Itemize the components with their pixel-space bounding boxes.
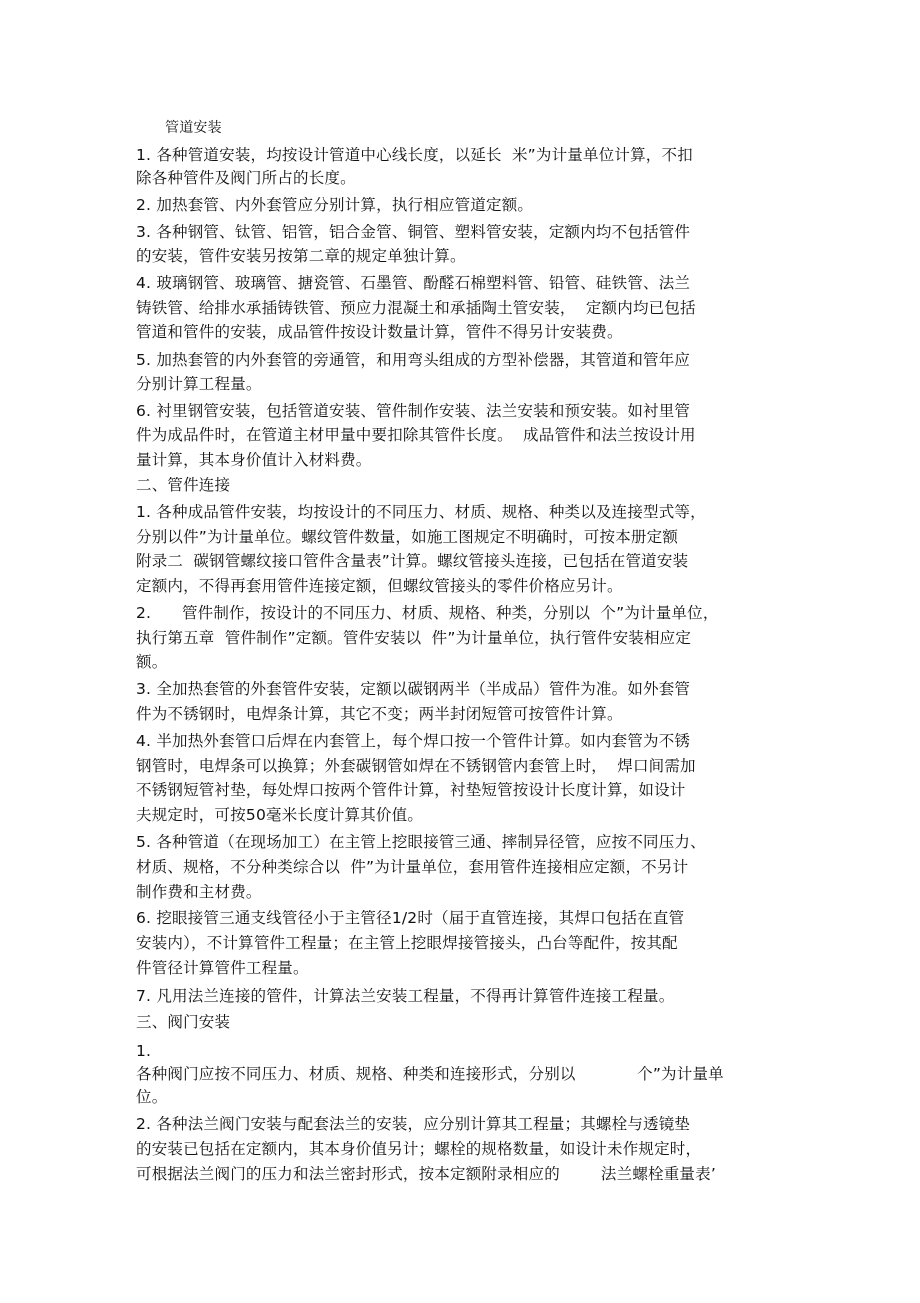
text-line: 5. 各种管道（在现场加工）在主管上挖眼接管三通、摔制异径管，应按不同压力、 (136, 833, 706, 851)
text-line: 3. 各种钢管、钛管、铝管，铝合金管、铜管、塑料管安装，定额内均不包括管件 (136, 223, 691, 241)
text-line: 管道和管件的安装，成品管件按设计数量计算，管件不得另计安装费。 (136, 323, 623, 341)
text-line: 附录二 碳钢管螺纹接口管件含量表”计算。螺纹管接头连接，已包括在管道安装 (136, 552, 689, 570)
text-line: 5. 加热套管的内外套管的旁通管，和用弯头组成的方型补偿器，其管道和管年应 (136, 351, 691, 369)
text-line: 安装内），不计算管件工程量；在主管上挖眼焊接管接头，凸台等配件，按其配 (136, 934, 678, 952)
text-line: 不锈钢短管衬垫，每处焊口按两个管件计算，衬垫短管按设计长度计算，如设计 (136, 781, 686, 799)
text-line: 2. 加热套管、内外套管应分别计算，执行相应管道定额。 (136, 196, 534, 214)
text-line: 分别以件”为计量单位。螺纹管件数量，如施工图规定不明确时，可按本册定额 (136, 528, 679, 546)
section-heading: 管道安装 (165, 120, 222, 136)
text-line: 可根据法兰阀门的压力和法兰密封形式，按本定额附录相应的 法兰螺栓重量表’ (136, 1165, 716, 1183)
text-line: 各种阀门应按不同压力、材质、规格、种类和连接形式，分别以 个”为计量单 (136, 1065, 724, 1083)
text-line: 定额内，不得再套用管件连接定额，但螺纹管接头的零件价格应另计。 (136, 577, 623, 595)
text-line: 夫规定时，可按50毫米长度计算其价值。 (136, 806, 424, 824)
text-line: 钢管时，电焊条可以换算；外套碳钢管如焊在不锈钢管内套管上时， 焊口间需加 (136, 757, 696, 775)
text-line: 件管径计算管件工程量。 (136, 959, 309, 977)
text-line: 件为不锈钢时，电焊条计算，其它不变；两半封闭短管可按管件计算。 (136, 705, 623, 723)
text-line: 6. 挖眼接管三通支线管径小于主管径1/2时（届于直管连接，其焊口包括在直管 (136, 909, 685, 927)
section-title: 二、管件连接 (136, 476, 231, 494)
text-line: 位。 (136, 1088, 168, 1106)
text-line: 1. (136, 1042, 152, 1060)
text-line: 额。 (136, 653, 168, 671)
text-line: 2. 各种法兰阀门安装与配套法兰的安装，应分别计算其工程量；其螺栓与透镜垫 (136, 1115, 691, 1133)
text-line: 除各种管件及阀门所占的长度。 (136, 169, 356, 187)
text-line: 的安装，管件安装另按第二章的规定单独计算。 (136, 247, 466, 265)
text-line: 材质、规格，不分种类综合以 件”为计量单位，套用管件连接相应定额，不另计 (136, 858, 689, 876)
text-line: 铸铁管、给排水承插铸铁管、预应力混凝土和承插陶土管安装， 定额内均已包括 (136, 299, 696, 317)
text-line: 1. 各种管道安装，均按设计管道中心线长度，以延长 米”为计量单位计算，不扣 (136, 146, 693, 164)
text-line: 6. 衬里钢管安装，包括管道安装、管件制作安装、法兰安装和预安装。如衬里管 (136, 402, 691, 420)
section-title: 三、阀门安装 (136, 1013, 231, 1031)
text-line: 量计算，其本身价值计入材料费。 (136, 451, 372, 469)
text-line: 分别计算工程量。 (136, 375, 262, 393)
text-line: 执行第五章 管件制作”定额。管件安装以 件”为计量单位，执行管件安装相应定 (136, 629, 692, 647)
text-line: 制作费和主材费。 (136, 883, 262, 901)
text-line: 4. 玻璃钢管、玻璃管、搪瓷管、石墨管、酚醛石棉塑料管、铅管、硅铁管、法兰 (136, 274, 691, 292)
text-line: 7. 凡用法兰连接的管件，计算法兰安装工程量，不得再计算管件连接工程量。 (136, 987, 675, 1005)
text-line: 件为成品件时，在管道主材甲量中要扣除其管件长度。 成品管件和法兰按设计用 (136, 426, 696, 444)
text-line: 3. 全加热套管的外套管件安装，定额以碳钢两半（半成品）管件为准。如外套管 (136, 680, 691, 698)
text-line: 4. 半加热外套管口后焊在内套管上，每个焊口按一个管件计算。如内套管为不锈 (136, 732, 691, 750)
text-line: 2. 管件制作，按设计的不同压力、材质、规格、种类，分别以 个”为计量单位， (136, 604, 719, 622)
text-line: 1. 各种成品管件安装，均按设计的不同压力、材质、规格、种类以及连接型式等， (136, 503, 706, 521)
text-line: 的安装已包括在定额内，其本身价值另计；螺栓的规格数量，如设计未作规定时， (136, 1140, 702, 1158)
